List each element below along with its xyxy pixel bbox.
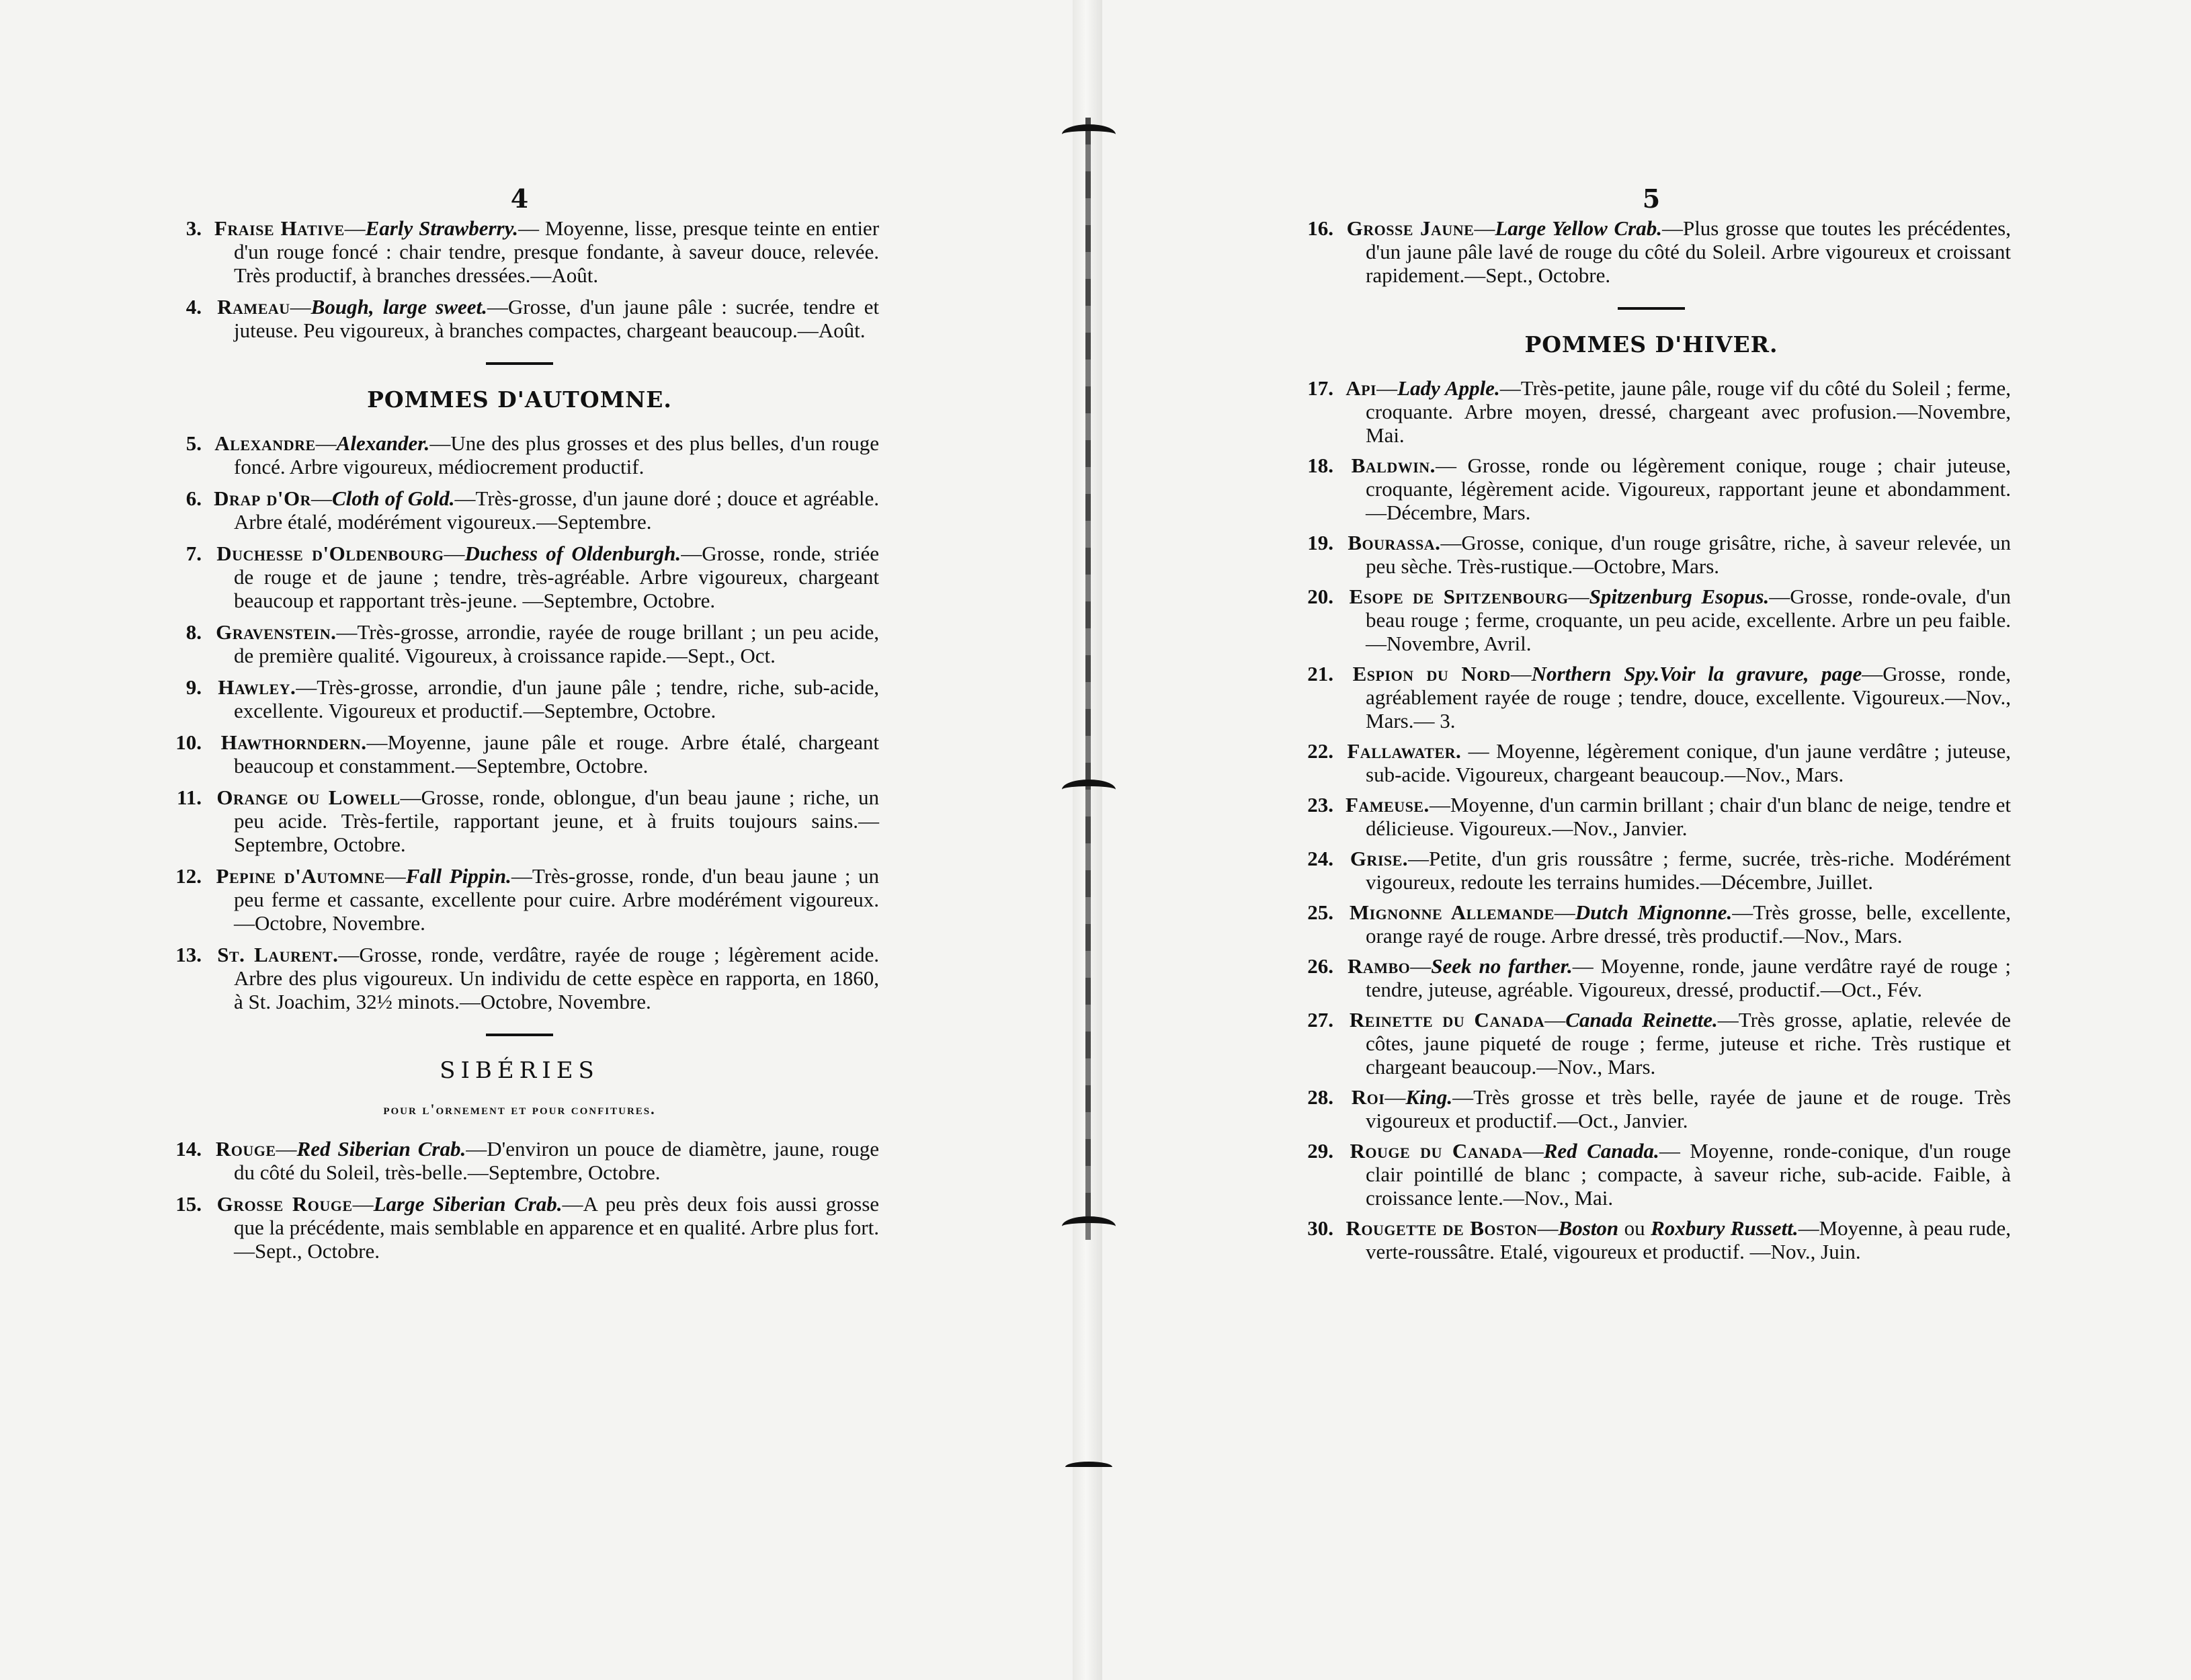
dash-separator: — [352, 1192, 374, 1216]
staple-mark [1062, 780, 1116, 800]
entry-number: 28. [1307, 1085, 1333, 1109]
dash-separator: — [290, 295, 311, 319]
entry-number: 27. [1307, 1008, 1333, 1032]
divider [1618, 307, 1685, 310]
entry-number: 7. [185, 542, 202, 565]
dash-separator: — [1522, 1139, 1544, 1163]
entry-description: —Grosse, ronde, oblongue, d'un beau jaune ; riche, un peu acide. Très-fertile, rapportant jeune, et à fruits toujours sains.—Septembre, Octobre. [234, 786, 880, 856]
french-variety-name: Grosse Rouge [216, 1192, 353, 1216]
variety-entry [160, 1137, 879, 1184]
entry-description: —Petite, d'un gris roussâtre ; ferme, sucrée, très-riche. Modérément vigoureux, redoute les terrains humides.—Décembre, Juillet. [1366, 847, 2012, 894]
dash-separator: — [1384, 1085, 1406, 1109]
english-variety-name: Red Siberian Crab. [296, 1137, 466, 1161]
page-number: 4 [510, 183, 529, 214]
entry-description: —Grosse, ronde, agréablement rayée de rouge ; tendre, douce, excellente. Vigoureux.—Nov., Mars.— [1366, 662, 2012, 732]
entry-description: —Moyenne, d'un carmin brillant ; chair d'un blanc de neige, tendre et délicieuse. Vigoureux.—Nov., Janvier. [1366, 793, 2011, 840]
french-variety-name: Reinette du Canada [1349, 1008, 1545, 1032]
french-variety-name: Drap d'Or [214, 487, 311, 510]
entry-number: 25. [1307, 900, 1333, 924]
english-variety-name: Red Canada. [1543, 1139, 1659, 1163]
entry-list [1292, 376, 2011, 1263]
variety-entry [1292, 954, 2011, 1001]
french-variety-name: Api [1346, 376, 1377, 400]
french-variety-name: Esope de Spitzenbourg [1349, 585, 1569, 608]
french-variety-name: Duchesse d'Oldenbourg [216, 542, 444, 565]
entry-description: —Très grosse, aplatie, relevée de côtes, jaune piqueté de rouge ; ferme, juteuse et riche. Très rustique et chargeant beaucoup.—Nov., Mars. [1366, 1008, 2012, 1079]
entry-list [1292, 216, 2011, 287]
entry-description: —Grosse, ronde-ovale, d'un beau rouge ; ferme, croquante, un peu acide, excellente. Arbre un peu faible.—Novembre, Avril. [1366, 585, 2011, 655]
entry-number: 12. [175, 864, 202, 888]
english-variety-name: Early Strawberry. [365, 216, 518, 240]
variety-entry [160, 487, 879, 534]
dash-separator: — [1554, 900, 1575, 924]
variety-entry [1292, 739, 2011, 786]
variety-entry [1292, 585, 2011, 655]
english-variety-name: Large Yellow Crab. [1495, 216, 1662, 240]
entry-description: —Très-grosse, d'un jaune doré ; douce et agréable. Arbre étalé, modérément vigoureux.—Septembre. [234, 487, 880, 534]
variety-entry [160, 675, 879, 722]
english-variety-name: Duchess of Oldenburgh. [464, 542, 681, 565]
entry-list [160, 1137, 879, 1263]
staple-mark [1062, 1216, 1116, 1236]
entry-description: —Très-grosse, arrondie, rayée de rouge brillant ; un peu acide, de première qualité. Vigoureux, à croissance rapide.—Sept., Oct. [234, 620, 879, 667]
staple-mark [1065, 1462, 1112, 1472]
dash-separator: — [1568, 585, 1589, 608]
divider [486, 362, 553, 365]
english-variety-name: Northern Spy. [1531, 662, 1660, 685]
french-variety-name: Bourassa. [1348, 531, 1441, 554]
entry-number: 11. [176, 786, 202, 809]
french-variety-name: Baldwin. [1351, 454, 1436, 477]
entry-description: —Grosse, conique, d'un rouge grisâtre, riche, à saveur relevée, un peu sèche. Très-rustique.—Octobre, Mars. [1366, 531, 2011, 578]
entry-description: — Moyenne, ronde-conique, d'un rouge clair pointillé de blanc ; compacte, à saveur riche, sub-acide. Faible, à croissance lente.—Nov., Mai. [1366, 1139, 2012, 1210]
dash-separator: — [384, 864, 406, 888]
entry-description: —Une des plus grosses et des plus belles, d'un rouge foncé. Arbre vigoureux, médiocrement productif. [234, 431, 879, 478]
french-variety-name: Orange ou Lowell [216, 786, 401, 809]
dash-separator: — [315, 431, 337, 455]
entry-number: 15. [175, 1192, 202, 1216]
entry-number: 21. [1307, 662, 1333, 685]
dash-separator: — [1544, 1008, 1566, 1032]
entry-description: — Moyenne, lisse, presque teinte en entier d'un rouge foncé : chair tendre, presque fondante, à saveur douce, relevée. Très productif, à branches dressées.—Août. [234, 216, 880, 287]
entry-description: —Très-grosse, ronde, d'un beau jaune ; un peu ferme et cassante, excellente pour cuire. Arbre modérément vigoureux.—Octobre, Novembre. [234, 864, 879, 935]
english-variety-name: Spitzenburg Esopus. [1589, 585, 1770, 608]
entry-description: —Très-grosse, arrondie, d'un jaune pâle ; tendre, riche, sub-acide, excellente. Vigoureux et productif.—Septembre, Octobre. [234, 675, 880, 722]
entry-description: —Très-petite, jaune pâle, rouge vif du côté du Soleil ; ferme, croquante. Arbre moyen, dressé, chargeant avec profusion.—Novembre, Mai. [1366, 376, 2012, 447]
variety-entry [1292, 531, 2011, 578]
section-heading: SIBÉRIES [440, 1057, 600, 1084]
variety-entry [160, 620, 879, 667]
entry-number: 14. [175, 1137, 202, 1161]
english-variety-name: Large Siberian Crab. [373, 1192, 563, 1216]
entry-number: 17. [1307, 376, 1333, 400]
entry-number: 30. [1307, 1216, 1333, 1240]
section-subheading: pour l'ornement et pour confitures. [383, 1101, 656, 1118]
french-variety-name: Alexandre [214, 431, 316, 455]
entry-number: 18. [1307, 454, 1333, 477]
french-variety-name: Hawley. [218, 675, 296, 699]
entry-number: 13. [175, 943, 202, 966]
entry-number: 10. [175, 730, 202, 754]
french-variety-name: Grosse Jaune [1346, 216, 1475, 240]
entry-description: —Moyenne, à peau rude, verte-roussâtre. Etalé, vigoureux et productif. —Nov., Juin. [1366, 1216, 2012, 1263]
entry-description: — Moyenne, ronde, jaune verdâtre rayé de rouge ; tendre, juteuse, agréable. Vigoureux, dressé, productif.—Oct., Fév. [1366, 954, 2011, 1001]
variety-entry [160, 864, 879, 935]
dash-separator: — [1537, 1216, 1559, 1240]
french-variety-name: Mignonne Allemande [1349, 900, 1555, 924]
french-variety-name: Rambo [1347, 954, 1411, 978]
entry-description: —Très grosse, belle, excellente, orange rayé de rouge. Arbre dressé, très productif.—Nov., Mars. [1366, 900, 2011, 948]
entry-description: — Moyenne, légèrement conique, d'un jaune verdâtre ; juteuse, sub-acide. Vigoureux, chargeant beaucoup.—Nov., Mars. [1366, 739, 2011, 786]
entry-description: —Plus grosse que toutes les précédentes, d'un jaune pâle lavé de rouge du côté du Soleil. Arbre vigoureux et croissant rapidement.—Sept., Octobre. [1366, 216, 2011, 287]
entry-number: 24. [1307, 847, 1333, 870]
dash-separator: — [1376, 376, 1398, 400]
left-page-text [160, 181, 879, 1271]
variety-entry [1292, 1139, 2011, 1210]
dash-separator: — [1474, 216, 1495, 240]
entry-number: 4. [185, 295, 202, 319]
french-variety-name: Rameau [217, 295, 290, 319]
english-variety-name: Bough, large sweet. [311, 295, 487, 319]
entry-list [160, 431, 879, 1013]
english-variety-name: Lady Apple. [1397, 376, 1500, 400]
french-variety-name: Rougette de Boston [1346, 1216, 1538, 1240]
variety-entry [160, 730, 879, 778]
entry-number: 9. [185, 675, 202, 699]
entry-number: 16. [1307, 216, 1333, 240]
section-heading: POMMES D'AUTOMNE. [367, 386, 672, 413]
french-variety-name: Fallawater. [1347, 739, 1462, 763]
french-variety-name: Gravenstein. [216, 620, 337, 644]
dash-separator: — [1510, 662, 1532, 685]
variety-entry [1292, 847, 2011, 894]
english-variety-name: King. [1405, 1085, 1453, 1109]
entry-number: 23. [1307, 793, 1333, 816]
english-variety-name: Fall Pippin. [405, 864, 511, 888]
entry-description: — Grosse, ronde ou légèrement conique, rouge ; chair juteuse, croquante, légèrement acide. Vigoureux, rapportant jeune et abondamment.—Décembre, Mars. [1366, 454, 2012, 524]
entry-number: 29. [1307, 1139, 1333, 1163]
entry-description: 3. [1434, 709, 1456, 732]
english-variety-name: Voir la gravure, page [1659, 662, 1862, 685]
entry-description: —Moyenne, jaune pâle et rouge. Arbre étalé, chargeant beaucoup et constamment.—Septembre, Octobre. [234, 730, 879, 778]
entry-number: 6. [185, 487, 202, 510]
entry-number: 3. [185, 216, 202, 240]
dash-separator: — [444, 542, 465, 565]
french-variety-name: Fameuse. [1346, 793, 1430, 816]
variety-entry [160, 542, 879, 612]
dash-separator: — [344, 216, 366, 240]
french-variety-name: St. Laurent. [217, 943, 339, 966]
entry-number: 20. [1307, 585, 1333, 608]
staple-mark [1062, 124, 1116, 144]
variety-entry [1292, 376, 2011, 447]
variety-entry [160, 943, 879, 1013]
entry-text: ou [1618, 1216, 1651, 1240]
variety-entry [1292, 662, 2011, 732]
french-variety-name: Grise. [1350, 847, 1409, 870]
entry-number: 8. [185, 620, 202, 644]
entry-number: 19. [1307, 531, 1333, 554]
french-variety-name: Espion du Nord [1352, 662, 1511, 685]
dash-separator: — [1410, 954, 1432, 978]
variety-entry [160, 431, 879, 478]
variety-entry [1292, 1085, 2011, 1132]
variety-entry [1292, 793, 2011, 840]
entry-number: 5. [185, 431, 202, 455]
variety-entry [160, 1192, 879, 1263]
variety-entry [160, 216, 879, 287]
french-variety-name: Rouge du Canada [1350, 1139, 1523, 1163]
english-variety-name: Seek no farther. [1431, 954, 1573, 978]
binding-thread [1085, 118, 1091, 1240]
english-variety-name: Boston [1558, 1216, 1619, 1240]
divider [486, 1034, 553, 1036]
entry-number: 22. [1307, 739, 1333, 763]
variety-entry [1292, 900, 2011, 948]
page-number: 5 [1642, 183, 1661, 214]
variety-entry [1292, 1216, 2011, 1263]
section-heading: POMMES D'HIVER. [1524, 331, 1778, 358]
entry-description: —Très grosse et très belle, rayée de jaune et de rouge. Très vigoureux et productif.—Oct., Janvier. [1366, 1085, 2012, 1132]
entry-description: —Grosse, ronde, striée de rouge et de jaune ; tendre, très-agréable. Arbre vigoureux, chargeant beaucoup et rapportant très-jeune. —Septembre, Octobre. [234, 542, 880, 612]
english-variety-name: Roxbury Russett. [1651, 1216, 1799, 1240]
entry-description: —Grosse, d'un jaune pâle : sucrée, tendre et juteuse. Peu vigoureux, à branches compactes, chargeant beaucoup.—Août. [234, 295, 880, 342]
french-variety-name: Hawthorndern. [220, 730, 367, 754]
variety-entry [160, 786, 879, 856]
french-variety-name: Roi [1351, 1085, 1385, 1109]
variety-entry [160, 295, 879, 342]
variety-entry [1292, 1008, 2011, 1079]
entry-description: —D'environ un pouce de diamètre, jaune, rouge du côté du Soleil, très-belle.—Septembre, Octobre. [234, 1137, 879, 1184]
dash-separator: — [276, 1137, 297, 1161]
entry-description: —A peu près deux fois aussi grosse que la précédente, mais semblable en apparence et en qualité. Arbre plus fort.—Sept., Octobre. [234, 1192, 880, 1263]
english-variety-name: Canada Reinette. [1565, 1008, 1718, 1032]
french-variety-name: Rouge [215, 1137, 276, 1161]
entry-description: —Grosse, ronde, verdâtre, rayée de rouge ; légèrement acide. Arbre des plus vigoureux. Un individu de cette espèce en rapporta, en 1860, à St. Joachim, 32½ minots.—Octobre, Novembre. [234, 943, 879, 1013]
french-variety-name: Pepine d'Automne [216, 864, 385, 888]
english-variety-name: Alexander. [336, 431, 430, 455]
entry-number: 26. [1307, 954, 1333, 978]
french-variety-name: Fraise Hative [214, 216, 345, 240]
dash-separator: — [311, 487, 332, 510]
english-variety-name: Dutch Mignonne. [1575, 900, 1733, 924]
variety-entry [1292, 454, 2011, 524]
english-variety-name: Cloth of Gold. [331, 487, 455, 510]
right-page-text [1292, 181, 2011, 1270]
entry-list [160, 216, 879, 342]
variety-entry [1292, 216, 2011, 287]
